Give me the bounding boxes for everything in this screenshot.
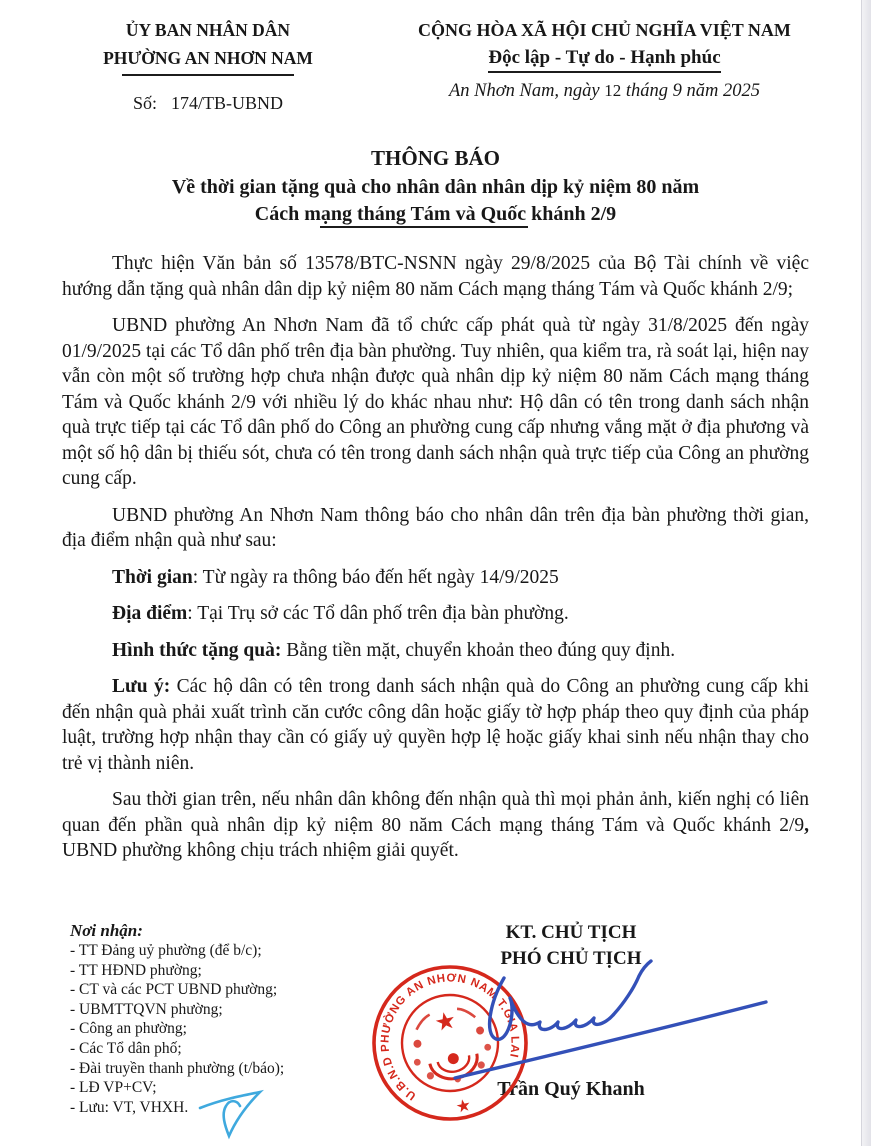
document-type-title: THÔNG BÁO	[371, 146, 500, 170]
text-run: UBND phường không chịu trách nhiệm giải quyết.	[62, 840, 459, 861]
text-run-bold: ,	[804, 814, 809, 836]
body-paragraph	[62, 674, 809, 776]
text-run: : Từ ngày ra thông báo đến hết ngày 14/9/2025	[192, 566, 559, 588]
dateline-day: 12	[604, 81, 622, 100]
agency-parent: ỦY BAN NHÂN DÂN	[125, 20, 291, 40]
stamp-text: U.B.N.D PHƯỜNG AN NHƠN NAM T.GIA LAI	[379, 972, 521, 1102]
text-run: Sau thời gian trên, nếu nhân dân không đến nhận quà thì mọi phản ảnh, kiến nghị có liên quan đến phần quà nhân dịp kỷ niệm 80 năm Cách mạng tháng Tám và Quốc khánh 2/9	[62, 789, 809, 836]
text-run: UBND phường An Nhơn Nam đã tổ chức cấp phát quà từ ngày 31/8/2025 đến ngày 01/9/2025 tại các Tổ dân phố trên địa bàn phường. Tuy nhiên, qua kiểm tra, rà soát lại, hiện nay vẫn còn một số trường hợp chưa nhận được quà nhân dịp kỷ niệm 80 năm Cách mạng tháng Tám và Quốc khánh 2/9 với nhiều lý do khác nhau như: Hộ dân có tên trong danh sách nhận quà trực tiếp tại các Tổ dân phố do Công an phường cung cấp nhưng vắng mặt ở địa phương và một số hộ dân bị thiếu sót, chưa có tên trong danh sách nhận quà trực tiếp của Công an phường cung cấp.	[62, 315, 809, 489]
text-run-bold: Hình thức tặng quà:	[112, 639, 282, 661]
recipient-item: - TT Đảng uỷ phường (để b/c);	[70, 942, 262, 959]
text-run: Thực hiện Văn bản số 13578/BTC-NSNN ngày 29/8/2025 của Bộ Tài chính về việc hướng dẫn tặng quà nhân dân dịp kỷ niệm 80 năm Cách mạng tháng Tám và Quốc khánh 2/9;	[62, 253, 809, 300]
title-underline	[320, 226, 528, 228]
recipient-item: - Công an phường;	[70, 1020, 187, 1038]
agency-name: PHƯỜNG AN NHƠN NAM	[103, 48, 313, 68]
text-run: Bằng tiền mặt, chuyển khoản theo đúng quy định.	[281, 639, 676, 661]
text-run: UBND phường An Nhơn Nam thông báo cho nhân dân trên địa bàn phường thời gian, địa điểm nhận quà như sau:	[62, 504, 809, 551]
text-run-bold: Lưu ý:	[112, 676, 171, 697]
signer-name: Trần Quý Khanh	[497, 1078, 645, 1100]
recipient-item: - UBMTTQVN phường;	[70, 1000, 223, 1018]
stamp-star-icon: ★	[453, 1095, 473, 1117]
authority-line-1: KT. CHỦ TỊCH	[505, 922, 637, 943]
national-motto-text: Độc lập - Tự do - Hạnh phúc	[488, 47, 720, 73]
signature-loops-stroke	[490, 961, 651, 1039]
handwritten-signature	[438, 948, 783, 1096]
body-paragraph	[62, 251, 809, 302]
body-paragraph	[62, 638, 809, 664]
national-title: CỘNG HÒA XÃ HỘI CHỦ NGHĨA VIỆT NAM	[418, 20, 791, 40]
recipient-item: - LĐ VP+CV;	[70, 1079, 157, 1097]
title-block	[0, 145, 871, 228]
document-body	[0, 251, 871, 864]
dateline-rest: tháng 9 năm 2025	[625, 81, 761, 101]
issuing-agency-block	[52, 18, 364, 114]
recipient-item: - TT HĐND phường;	[70, 961, 202, 979]
document-number	[52, 93, 364, 114]
text-run-bold: Địa điểm	[112, 603, 188, 624]
document-number-label: Số:	[132, 93, 157, 113]
document-header	[0, 0, 871, 114]
body-paragraph	[62, 313, 809, 492]
subject-line-2: Cách mạng tháng Tám và Quốc khánh 2/9	[254, 203, 617, 225]
subject-line-1: Về thời gian tặng quà cho nhân dân nhân dịp kỷ niệm 80 năm	[171, 176, 700, 198]
clerk-paraph	[196, 1086, 274, 1142]
authority-line-2: PHÓ CHỦ TỊCH	[500, 948, 642, 969]
text-run-bold: Thời gian	[112, 566, 193, 588]
text-run: : Tại Trụ sở các Tổ dân phố trên địa bàn phường.	[187, 603, 569, 624]
body-paragraph	[62, 601, 809, 627]
body-paragraph	[62, 565, 809, 591]
body-paragraph	[62, 787, 809, 864]
body-paragraph	[62, 503, 809, 554]
national-motto	[364, 47, 845, 73]
recipients-heading: Nơi nhận:	[70, 921, 143, 940]
svg-text:★: ★	[432, 1007, 459, 1038]
dateline-prefix: An Nhơn Nam, ngày	[448, 81, 600, 101]
recipient-item: - Lưu: VT, VHXH.	[70, 1098, 189, 1116]
text-run: Các hộ dân có tên trong danh sách nhận quà do Công an phường cung cấp khi đến nhận quà phải xuất trình căn cước công dân hoặc giấy tờ hợp pháp theo quy định của pháp luật, trường hợp nhận thay cần có giấy uỷ quyền hợp lệ hoặc giấy khai sinh nếu nhận thay cho trẻ vị thành niên.	[62, 676, 809, 774]
national-header-block	[364, 18, 845, 114]
recipient-item: - Các Tổ dân phố;	[70, 1039, 182, 1057]
dateline	[364, 81, 845, 102]
document-number-value: 174/TB-UBND	[171, 93, 283, 113]
recipient-item: - CT và các PCT UBND phường;	[70, 981, 278, 999]
recipient-item: - Đài truyền thanh phường (t/báo);	[70, 1059, 285, 1077]
agency-underline	[122, 74, 294, 76]
